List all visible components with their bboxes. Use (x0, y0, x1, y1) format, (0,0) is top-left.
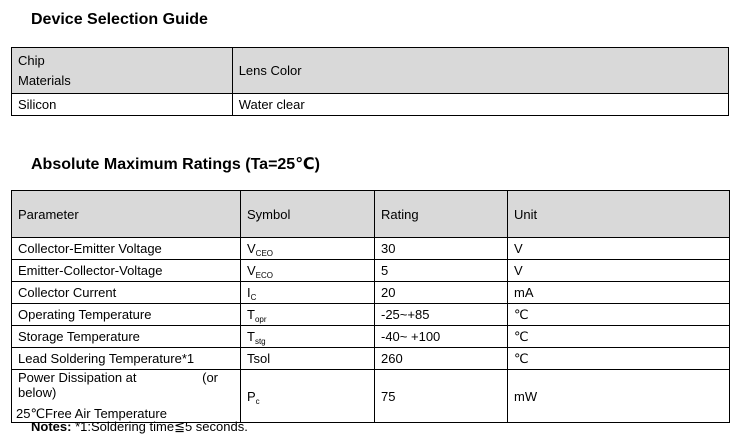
cell-symbol: $V_{CEO}$ (241, 238, 375, 260)
cell-parameter: Emitter-Collector-Voltage (12, 260, 241, 282)
ratings-title: Absolute Maximum Ratings (Ta=25℃) (31, 156, 320, 173)
table-row (12, 304, 730, 326)
cell-rating: 30 (375, 238, 508, 260)
header-materials: Materials (18, 73, 71, 88)
header-chip-materials (12, 48, 233, 94)
cell-symbol: $V_{ECO}$ (241, 260, 375, 282)
header-parameter: Parameter (12, 191, 241, 238)
notes (31, 419, 248, 435)
cell-lens-color: Water clear (232, 94, 728, 116)
cell-parameter: Storage Temperature (12, 326, 241, 348)
cell-symbol: Tsol (241, 348, 375, 370)
table-row (12, 260, 730, 282)
table-header-row (12, 191, 730, 238)
cell-symbol: $I_C$ (241, 282, 375, 304)
selection-guide-title: Device Selection Guide (31, 11, 208, 28)
table-row-power (12, 370, 730, 423)
cell-unit: ℃ (508, 304, 730, 326)
cell-symbol: $T_{stg}$ (241, 326, 375, 348)
power-param-or: (or (202, 370, 218, 385)
cell-unit: V (508, 238, 730, 260)
cell-unit: mW (508, 370, 730, 423)
selection-guide-table (11, 47, 729, 116)
ratings-table (11, 190, 730, 423)
cell-rating: 5 (375, 260, 508, 282)
table-row (12, 94, 729, 116)
cell-rating: 20 (375, 282, 508, 304)
header-unit: Unit (508, 191, 730, 238)
table-header-row (12, 48, 729, 94)
power-param-line2: below) (18, 385, 57, 400)
header-chip: Chip (18, 53, 45, 68)
cell-symbol: $T_{opr}$ (241, 304, 375, 326)
cell-parameter: Lead Soldering Temperature*1 (12, 348, 241, 370)
table-row (12, 238, 730, 260)
table-row (12, 326, 730, 348)
cell-parameter (12, 370, 241, 423)
table-row (12, 282, 730, 304)
cell-unit: ℃ (508, 326, 730, 348)
header-symbol: Symbol (241, 191, 375, 238)
table-row (12, 348, 730, 370)
notes-text: *1:Soldering time≦5 seconds. (75, 419, 248, 434)
cell-unit: mA (508, 282, 730, 304)
header-rating: Rating (375, 191, 508, 238)
cell-rating: -40~ +100 (375, 326, 508, 348)
cell-symbol: $P_c$ (241, 370, 375, 423)
cell-parameter: Operating Temperature (12, 304, 241, 326)
cell-parameter: Collector Current (12, 282, 241, 304)
cell-unit: ℃ (508, 348, 730, 370)
power-param-line3: 25℃Free Air Temperature (16, 406, 167, 421)
power-param-line1: Power Dissipation at (18, 370, 137, 385)
cell-parameter: Collector-Emitter Voltage (12, 238, 241, 260)
cell-rating: 260 (375, 348, 508, 370)
header-lens-color: Lens Color (232, 48, 728, 94)
cell-rating: 75 (375, 370, 508, 423)
notes-label: Notes: (31, 419, 72, 434)
cell-unit: V (508, 260, 730, 282)
cell-material: Silicon (12, 94, 233, 116)
cell-rating: -25~+85 (375, 304, 508, 326)
